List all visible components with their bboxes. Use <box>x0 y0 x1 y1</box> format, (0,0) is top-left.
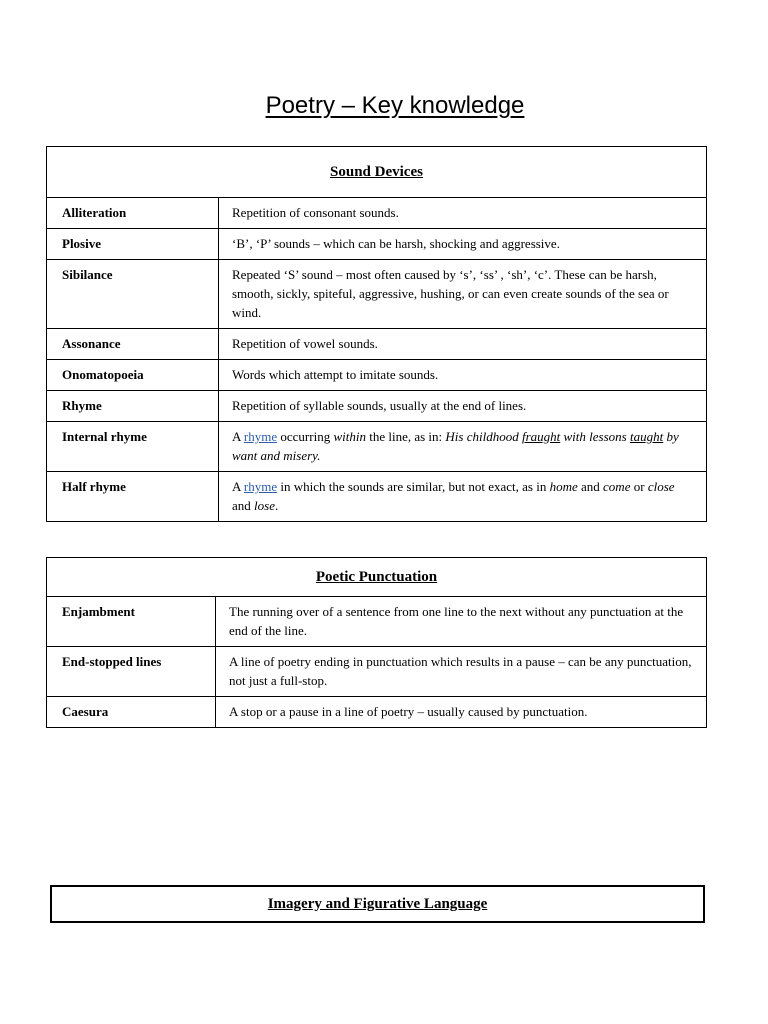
term-sibilance: Sibilance <box>47 260 219 329</box>
term-assonance: Assonance <box>47 329 219 360</box>
table-row <box>47 360 707 391</box>
table-row <box>47 229 707 260</box>
definition-onomatopoeia: Words which attempt to imitate sounds. <box>219 360 707 391</box>
table-row <box>47 697 707 728</box>
underlined-word: fraught <box>521 429 561 444</box>
imagery-table <box>50 885 705 923</box>
text-span: and <box>232 498 255 513</box>
term-onomatopoeia: Onomatopoeia <box>47 360 219 391</box>
definition-caesura: A stop or a pause in a line of poetry – usually caused by punctuation. <box>216 697 707 728</box>
table-row <box>47 391 707 422</box>
text-span: His childhood <box>445 429 522 444</box>
emphasis-within: within <box>333 429 366 444</box>
rhyme-link[interactable]: rhyme <box>243 479 278 494</box>
table-header-row <box>47 147 707 198</box>
definition-plosive: ‘B’, ‘P’ sounds – which can be harsh, shocking and aggressive. <box>219 229 707 260</box>
term-rhyme: Rhyme <box>47 391 219 422</box>
definition-internal-rhyme <box>219 422 707 472</box>
text-span: and <box>577 479 604 494</box>
imagery-heading: Imagery and Figurative Language <box>51 886 704 922</box>
term-end-stopped-lines: End-stopped lines <box>47 647 216 697</box>
definition-rhyme: Repetition of syllable sounds, usually at the end of lines. <box>219 391 707 422</box>
example-word: come <box>603 479 631 494</box>
text-span: with lessons <box>560 429 630 444</box>
definition-assonance: Repetition of vowel sounds. <box>219 329 707 360</box>
table-row <box>47 597 707 647</box>
text-span: . <box>274 498 279 513</box>
table-row <box>47 260 707 329</box>
poetic-punctuation-table <box>46 557 707 728</box>
text-span: by want and misery. <box>232 429 679 463</box>
sound-devices-heading: Sound Devices <box>47 147 707 198</box>
text-span: A <box>232 479 244 494</box>
example-word: home <box>549 479 578 494</box>
definition-enjambment: The running over of a sentence from one line to the next without any punctuation at the end of the line. <box>216 597 707 647</box>
text-span: in which the sounds are similar, but not exact, as in <box>277 479 550 494</box>
table-row <box>47 422 707 472</box>
text-span: occurring <box>277 429 334 444</box>
term-enjambment: Enjambment <box>47 597 216 647</box>
text-span: A <box>232 429 244 444</box>
text-span: or <box>630 479 648 494</box>
example-word: lose <box>254 498 275 513</box>
text-span: the line, as in: <box>365 429 446 444</box>
table-row <box>47 472 707 522</box>
definition-alliteration: Repetition of consonant sounds. <box>219 198 707 229</box>
sound-devices-table <box>46 146 707 522</box>
term-internal-rhyme: Internal rhyme <box>47 422 219 472</box>
term-half-rhyme: Half rhyme <box>47 472 219 522</box>
underlined-word: taught <box>629 429 664 444</box>
term-caesura: Caesura <box>47 697 216 728</box>
table-row <box>47 329 707 360</box>
definition-sibilance: Repeated ‘S’ sound – most often caused by ‘s’, ‘ss’ , ‘sh’, ‘c’. These can be harsh, smooth, sickly, spiteful, aggressive, hushing, or can even create sounds of the sea or wind. <box>219 260 707 329</box>
rhyme-link[interactable]: rhyme <box>243 429 278 444</box>
term-alliteration: Alliteration <box>47 198 219 229</box>
poetic-punctuation-heading: Poetic Punctuation <box>47 558 707 597</box>
table-row <box>47 198 707 229</box>
definition-end-stopped-lines: A line of poetry ending in punctuation which results in a pause – can be any punctuation, not just a full-stop. <box>216 647 707 697</box>
example-word: close <box>647 479 675 494</box>
table-header-row <box>51 886 704 922</box>
table-header-row <box>47 558 707 597</box>
term-plosive: Plosive <box>47 229 219 260</box>
definition-half-rhyme <box>219 472 707 522</box>
page-title: Poetry – Key knowledge <box>265 92 525 119</box>
table-row <box>47 647 707 697</box>
